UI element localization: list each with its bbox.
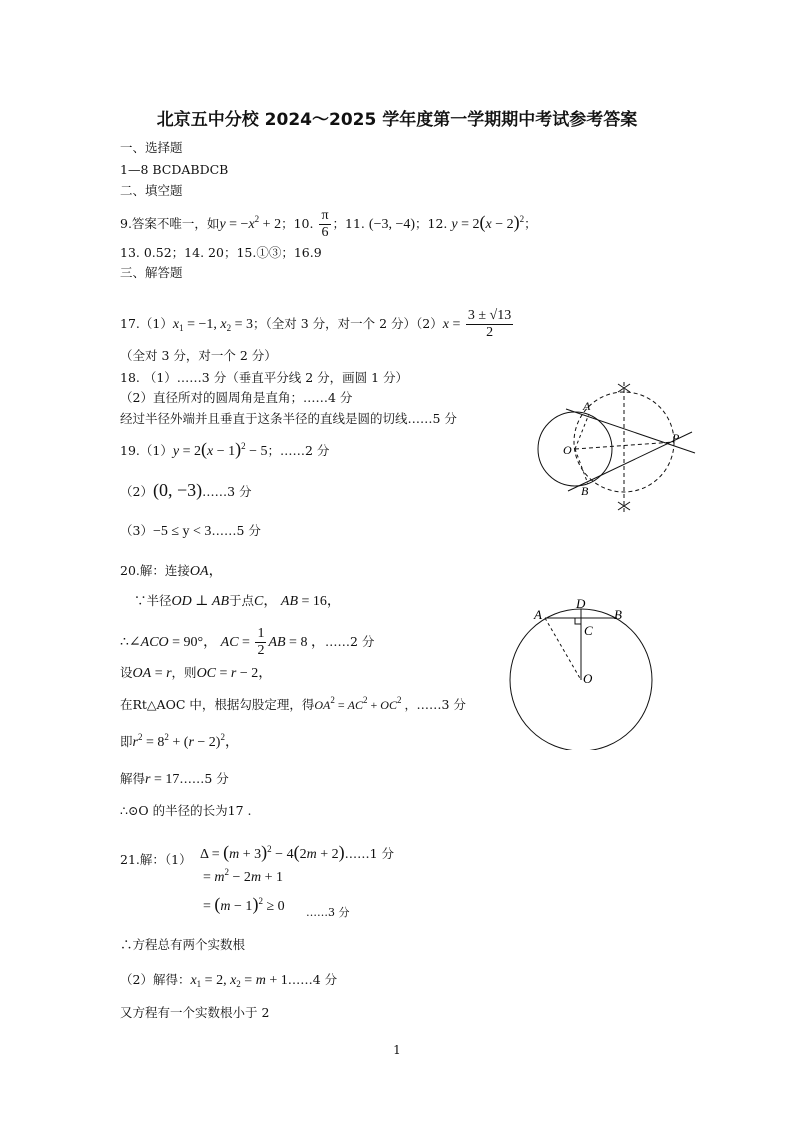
page-title: 北京五中分校 2024～2025 学年度第一学期期中考试参考答案: [156, 110, 638, 130]
q21-part2-cont: 又方程有一个实数根小于 2: [120, 1005, 270, 1020]
q21-conclusion: ∴方程总有两个实数根: [120, 937, 246, 952]
q21-line2: = $m^2 - 2m + 1$: [203, 867, 283, 885]
q19-part3-score: ……5 分: [211, 523, 261, 538]
label-o: O: [563, 443, 572, 457]
q17-numerator: 3 ± √13: [467, 308, 512, 323]
q20-solve-prefix: 解得: [120, 771, 146, 786]
page-number: 1: [393, 1043, 401, 1057]
q17-line: [120, 308, 515, 341]
q20-given-mid: 于点: [229, 593, 255, 608]
q20-line4: [120, 665, 272, 682]
q20-line2: [134, 593, 341, 610]
q20-half-fraction: $\frac{1}{2}$: [257, 626, 265, 658]
section-heading-solve: 三、解答题: [120, 265, 183, 280]
fill-answers-9-12: [120, 208, 537, 241]
q20-line7-score: ……5 分: [179, 771, 229, 786]
q10-fraction: [319, 208, 330, 241]
q19-part3-answer: −5 ≤ y < 3: [152, 524, 212, 539]
label-b: B: [581, 484, 589, 498]
segment-oa: [545, 618, 581, 680]
label-d2: D: [576, 596, 586, 611]
radius-ob: [575, 449, 588, 484]
q21-line1-score: ……1 分: [344, 846, 395, 861]
radius-oa: [575, 414, 589, 449]
q21-square: = $(m - 1)^2 \ge 0$: [203, 894, 285, 914]
q20-oa: OA，: [189, 564, 223, 579]
q20-line6: [120, 734, 239, 751]
q11-answer: (−3, −4): [368, 217, 416, 232]
q20-given-prefix: ∵半径: [134, 593, 172, 608]
q9-answer: $y = -x^2 + 2$: [219, 214, 282, 232]
q20-let-prefix: 设: [120, 665, 133, 680]
q21-line3-score: ……3 分: [306, 906, 350, 919]
q19-part3-prefix: （3）: [120, 523, 153, 538]
q17-middle: ；（全对 3 分，对一个 2 分）（2）: [252, 316, 443, 331]
q20-line5: [120, 697, 466, 713]
q20-ac-value: AB = 8 ，: [268, 635, 325, 650]
q21-part2-prefix: （2）解得：: [120, 972, 191, 987]
q17-fraction: [466, 308, 513, 341]
q19-part2-prefix: （2）: [120, 484, 153, 499]
q10-prefix: ；10.: [281, 216, 314, 231]
q20-ab-length: C， AB = 16，: [254, 594, 341, 609]
q18-line2: （2）直径所对的圆周角是直角；……4 分: [120, 390, 353, 405]
q21-part2-score: ……4 分: [287, 972, 338, 987]
q19-line2: [120, 482, 252, 500]
fill-answers-13-16: 13. 0.52；14. 20；15.①③；16.9: [120, 245, 322, 260]
q20-line3: [120, 626, 374, 659]
q20-oc: OC = r − 2，: [196, 666, 273, 681]
chord-circle-figure: [505, 595, 655, 750]
choice-answers: 1—8 BCDABDCB: [120, 162, 229, 177]
q20-line5-score: ……3 分: [416, 697, 466, 712]
label-a2: A: [534, 607, 542, 622]
q20-oa-r: OA = r: [132, 666, 172, 681]
q10-denominator: 6: [321, 225, 329, 240]
label-a: A: [583, 399, 591, 413]
q19-part1-score: ；……2 分: [267, 443, 330, 458]
q20-ie-prefix: 即: [120, 734, 133, 749]
q21-line1: [200, 844, 394, 863]
q19-part2-score: ……3 分: [202, 484, 252, 499]
tangent-construction-figure: [530, 378, 700, 518]
q20-pythag-prefix: 在Rt△AOC 中，根据勾股定理，得: [120, 697, 315, 712]
q20-od-perp-ab: OD ⊥ AB: [171, 594, 230, 609]
q19-line1: [120, 441, 329, 460]
q19-part1-answer: $y = 2(x - 1)^2 - 5$: [172, 439, 268, 459]
q20-line1: [120, 563, 223, 580]
right-angle-mark: [575, 618, 581, 624]
label-p: P: [672, 431, 680, 445]
q21-roots: $x_1 = 2$, $x_2 = m + 1$: [190, 973, 288, 989]
q20-conclusion: ∴⊙O 的半径的长为17 .: [120, 803, 252, 818]
q18-line3: 经过半径外端并且垂直于这条半径的直线是圆的切线……5 分: [120, 411, 457, 426]
q21-line3: [203, 896, 285, 915]
q12-answer: $y = 2(x - 2)^2$: [451, 212, 525, 232]
q17-prefix: 17.（1）: [120, 316, 173, 331]
q21-prefix: 21.解：（1）: [120, 852, 192, 867]
q19-part2-answer: (0, −3): [152, 480, 203, 500]
q12-end: ；: [524, 216, 537, 231]
q20-pythag-eq: $OA^2 = AC^2 + OC^2$ ，: [314, 695, 417, 712]
q18-line1: 18. （1）……3 分（垂直平分线 2 分，画圆 1 分）: [120, 370, 409, 385]
q11-prefix: ；11.: [332, 216, 365, 231]
q17-part1-answer: $x_1 = -1$, $x_2 = 3$: [172, 317, 253, 333]
q19-part1-prefix: 19.（1）: [120, 443, 173, 458]
label-b2: B: [614, 607, 622, 622]
q12-prefix: ；12.: [415, 216, 448, 231]
q20-r-value: r = 17: [145, 772, 180, 787]
q20-equation: $r^2 = 8^2 + (r - 2)^2$，: [132, 732, 239, 750]
q21-part2: [120, 972, 337, 989]
section-heading-fill: 二、填空题: [120, 183, 183, 198]
q10-numerator: π: [321, 208, 329, 223]
q9-prefix: 9.答案不唯一，如: [120, 216, 220, 231]
q20-let-mid: ，则: [171, 665, 197, 680]
q20-line7: [120, 771, 229, 788]
section-heading-choice: 一、选择题: [120, 140, 183, 155]
q20-line3-score: ……2 分: [324, 634, 375, 649]
q17-denominator: 2: [486, 325, 494, 340]
q17-note: （全对 3 分，对一个 2 分）: [120, 348, 277, 363]
label-c2: C: [584, 623, 593, 638]
q17-x: x =: [442, 317, 464, 332]
label-o2: O: [583, 671, 593, 686]
q19-line3: [120, 523, 261, 540]
q21-delta: $\Delta = (m + 3)^2 - 4(2m + 2)$: [200, 842, 345, 862]
q20-intro: 20.解：连接: [120, 563, 190, 578]
q20-angle-ac: ∴∠ACO = 90°， AC =: [120, 635, 254, 650]
